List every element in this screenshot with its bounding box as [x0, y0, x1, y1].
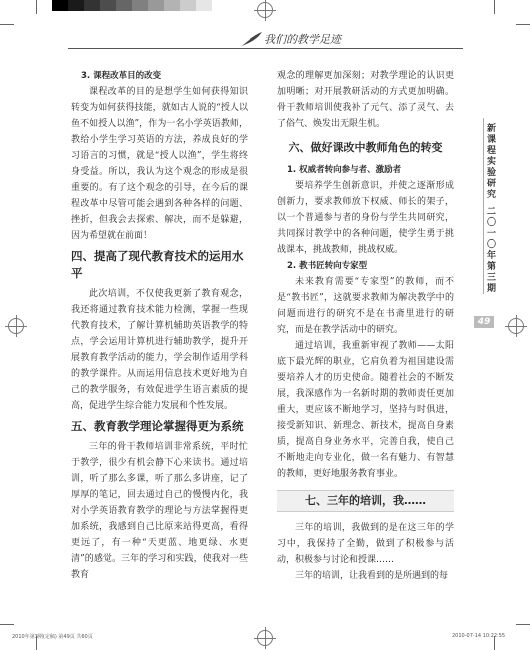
calibration-swatch — [84, 0, 100, 11]
section-title: 四、提高了现代教育技术的运用水平 — [71, 249, 244, 280]
journal-issue: 二〇一〇年第三期 — [487, 207, 497, 294]
section-title: 七、三年的培训，我…… — [277, 490, 454, 512]
paragraph: 课程改革的目的是想学生如何获得知识转变为如何获得技能，就如古人说的“授人以鱼不如授人以渔”，作为一名小学英语教师，教给小学生学习英语的方法，养成良好的学习语言的习惯，就是“授人以渔”，学生将终身受益。所以，我认为这个观念的形成是很重要的。有了这个观念的引导，在今后的课程改革中尽管可能会遇到各种各样的问题、挫折，但我会去探索、解决，而不是躲避，因为希望就在前面！ — [71, 87, 248, 241]
subsection-title: 1. 权威者转向参与者、激励者 — [287, 165, 402, 175]
crop-mark — [494, 0, 495, 14]
crop-mark — [516, 624, 530, 625]
calibration-swatch — [148, 0, 164, 11]
calibration-swatch — [68, 0, 84, 11]
footer-print-info: 2010年第3期(定稿) 第49页 共60页 — [12, 634, 93, 640]
crop-mark — [36, 0, 37, 14]
page-number: 49 — [474, 316, 494, 328]
calibration-swatch — [132, 0, 148, 11]
registration-mark-top — [257, 2, 273, 18]
subsection-title: 2. 教书匠转向专家型 — [287, 261, 368, 271]
calibration-swatch — [100, 0, 116, 11]
registration-mark-left — [8, 318, 24, 334]
paragraph: 三年的培训，让我看到的是所遇到的每 — [295, 571, 449, 581]
calibration-swatch — [180, 0, 196, 11]
calibration-swatch — [164, 0, 180, 11]
journal-sidebar-text — [487, 124, 499, 295]
calibration-swatch — [116, 0, 132, 11]
paragraph: 三年的骨干教师培训非常系统，平时忙于教学，很少有机会静下心来读书。通过培训，听了那么多课，听了那么多讲座，记了厚厚的笔记，回去通过自己的慢慢内化，我对小学英语教育教学的理论与方法掌握得更加系统，我感到自己比原来站得更高，看得更远了，有一种“天更蓝、地更绿、水更清”的感觉。三年的学习和实践，使我对一些教育 — [71, 442, 248, 580]
paragraph: 此次培训，不仅使我更新了教育观念，我还将通过教育技术能力检测，掌握一些现代教育技术，了解计算机辅助英语教学的特点，学会运用计算机进行辅助教学，提升开展教育教学活动的能力，学会制作适用学科的教学课件。从而运用信息技术更好地为自己的教学服务，有效促进学生语言素质的提高，促进学生综合能力发展和个性发展。 — [71, 289, 248, 411]
paragraph: 三年的培训，我做到的是在这三年的学习中，我保持了全勤，做到了积极参与活动，积极参与讨论和授课…… — [277, 523, 454, 565]
section-title: 六、做好课改中教师角色的转变 — [288, 141, 443, 154]
feather-pen-icon — [238, 30, 264, 48]
journal-name: 新课程实验研究 — [487, 124, 497, 200]
paragraph: 观念的理解更加深刻；对教学理论的认识更加明晰；对开展教研活动的方式更加明确。骨干教师培训使我补了元气、添了灵气、去了俗气、焕发出无限生机。 — [277, 71, 454, 129]
paragraph: 未来教育需要“专家型”的教师，而不是“教书匠”，这就要求教师为解决教学中的问题而进行的研究不是在书斋里进行的研究，而是在教学活动中的研究。 — [277, 277, 454, 335]
paragraph: 通过培训，我重新审视了教师——太阳底下最光辉的职业，它肩负着为祖国建设需要培养人才的历史使命。随着社会的不断发展，我深感作为一名新时期的教师责任更加重大，更应该不断地学习，坚持与时俱进，接受新知识、新理念、新技术，提高自身素质，提高自身业务水平，完善自我，使自己不断地走向专业化，做一名有魅力、有智慧的教师，更好地服务教育事业。 — [277, 341, 454, 479]
paragraph: 要培养学生创新意识，并使之逐渐形成创新力，要求教师放下权威、师长的架子，以一个普通参与者的身份与学生共同研究，共同探讨教学中的各种问题，使学生勇于挑战课本，挑战教师，挑战权威。 — [277, 181, 454, 255]
crop-mark — [0, 24, 14, 25]
calibration-swatch — [196, 0, 212, 11]
color-calibration-bar — [52, 0, 212, 11]
calibration-swatch — [52, 0, 68, 11]
left-column — [71, 68, 248, 583]
section-title: 五、教育教学理论掌握得更为系统 — [71, 419, 244, 433]
header-title: 我们的教学足迹 — [264, 33, 341, 46]
crop-mark — [0, 624, 14, 625]
footer-timestamp: 2010-07-14 10:22:55 — [452, 633, 506, 639]
subsection-title: 3. 课程改革目的改变 — [81, 71, 162, 81]
header-divider — [68, 48, 463, 49]
registration-mark-right — [508, 318, 524, 334]
registration-mark-bottom — [257, 630, 273, 646]
right-column — [277, 68, 454, 584]
crop-mark — [516, 24, 530, 25]
